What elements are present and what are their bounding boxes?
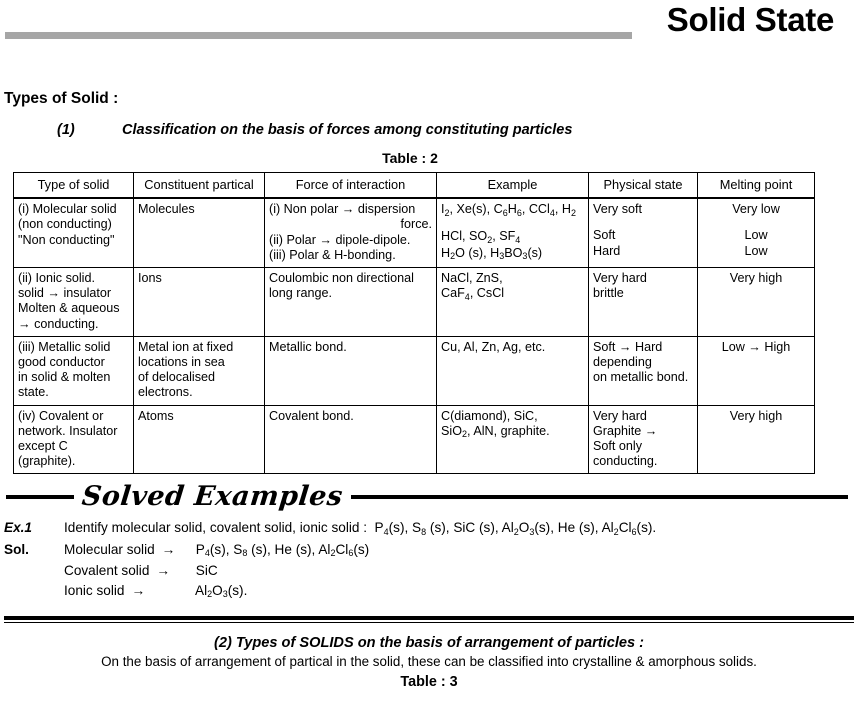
solution-text-2 xyxy=(64,561,858,581)
cell-example xyxy=(437,198,589,267)
cell-example xyxy=(437,405,589,474)
text-line: good conductor xyxy=(18,355,105,370)
text-line: solid → insulator xyxy=(18,286,112,301)
solution-label-text: Molecular solid xyxy=(64,541,155,557)
classification-heading xyxy=(0,122,858,138)
solution-line-1 xyxy=(4,540,858,562)
header-accent-rule xyxy=(5,32,632,39)
text-line: long range. xyxy=(269,286,333,301)
text-line: Ions xyxy=(138,271,162,286)
text-line: (ii) Polar → dipole-dipole. xyxy=(269,232,411,247)
solution-line-2 xyxy=(4,561,858,581)
cell-melting-point xyxy=(698,198,815,267)
text-line: conducting. xyxy=(593,454,658,469)
column-header-example: Example xyxy=(437,173,589,199)
cell-type-of-solid xyxy=(14,405,134,474)
text-line: (ii) Ionic solid. xyxy=(18,271,95,286)
text-line: Very hard xyxy=(593,271,647,286)
cell-type-of-solid xyxy=(14,198,134,267)
text-line: force. xyxy=(400,217,432,232)
formula-line: SiO$_2$, AlN, graphite. xyxy=(441,423,550,440)
cell-physical-state xyxy=(589,268,698,337)
text-line: on metallic bond. xyxy=(593,370,689,385)
formula-line: HCl, $SO_2$, $SF_4$ xyxy=(441,229,521,245)
text-line: Graphite → xyxy=(593,423,658,438)
solution-value: SiC xyxy=(195,563,218,579)
text-line: (i) Non polar → dispersion xyxy=(269,202,416,217)
formula-line: $I_2$, Xe(s), $C_6H_6$, CCl$_4$, $H_2$ xyxy=(441,202,576,218)
solved-examples-label: Solved Examples xyxy=(80,481,345,513)
text-line: network. Insulator xyxy=(18,423,118,438)
text-line: (iii) Metallic solid xyxy=(18,339,111,354)
page-header xyxy=(0,0,858,58)
text-line: Low xyxy=(744,228,768,243)
cell-physical-state xyxy=(589,336,698,405)
spacer xyxy=(702,217,810,228)
text-line: Low → High xyxy=(721,339,791,354)
solution-text-1 xyxy=(64,540,858,562)
text-line: Metallic bond. xyxy=(269,339,347,354)
text-line: (iii) Polar & H-bonding. xyxy=(269,247,396,262)
cell-constituent xyxy=(134,405,265,474)
text-line: → conducting. xyxy=(18,316,99,331)
text-line: brittle xyxy=(593,286,624,301)
arrow-icon: → xyxy=(131,582,146,598)
text-line: Very high xyxy=(729,408,783,423)
text-line: of delocalised xyxy=(138,370,216,385)
text-line: Metal ion at fixed xyxy=(138,339,234,354)
cell-example xyxy=(437,268,589,337)
text-line: Very soft xyxy=(593,202,642,217)
cell-melting-point xyxy=(698,268,815,337)
cell-type-of-solid xyxy=(14,268,134,337)
column-header-melting-point: Melting point xyxy=(698,173,815,199)
text-line: Soft only xyxy=(593,439,643,454)
text-line: in solid & molten xyxy=(18,370,111,385)
arrow-icon: → xyxy=(161,541,176,557)
banner-rule-right xyxy=(351,495,848,499)
cell-force-of-interaction xyxy=(265,198,437,267)
cell-constituent xyxy=(134,336,265,405)
cell-physical-state xyxy=(589,405,698,474)
spacer xyxy=(441,218,584,229)
page-title: Solid State xyxy=(666,1,834,38)
text-line: depending xyxy=(593,355,652,370)
cell-example xyxy=(437,336,589,405)
text-line: Soft xyxy=(593,228,616,243)
text-line: Molten & aqueous xyxy=(18,301,120,316)
text-line: Very low xyxy=(732,202,780,217)
solution-text-3 xyxy=(64,581,858,603)
text-line: Very high xyxy=(729,271,783,286)
formula-line: NaCl, ZnS, xyxy=(441,271,503,286)
cell-force-of-interaction xyxy=(265,405,437,474)
solution-tag: Sol. xyxy=(4,541,29,557)
text-line: Coulombic non directional xyxy=(269,271,414,286)
example-question-text xyxy=(64,518,858,540)
table-2-caption: Table : 2 xyxy=(382,150,438,166)
example-block xyxy=(4,518,858,602)
table-row xyxy=(14,198,815,267)
formula-line: C(diamond), SiC, xyxy=(441,408,538,423)
cell-melting-point xyxy=(698,336,815,405)
text-line: Very hard xyxy=(593,408,647,423)
text-line: (non conducting) xyxy=(18,217,112,232)
text-line: locations in sea xyxy=(138,355,225,370)
text-line: Covalent bond. xyxy=(269,408,354,423)
formula-line: CaF$_4$, CsCl xyxy=(441,286,505,302)
text-line: (iv) Covalent or xyxy=(18,408,104,423)
text-line: state. xyxy=(18,385,49,400)
cell-force-of-interaction xyxy=(265,268,437,337)
spacer xyxy=(593,217,693,228)
table-3-caption: Table : 3 xyxy=(400,674,458,691)
example-question-line xyxy=(4,518,858,540)
cell-type-of-solid xyxy=(14,336,134,405)
table-header-row xyxy=(14,173,815,199)
text-line: Atoms xyxy=(138,408,174,423)
column-header-physical-state: Physical state xyxy=(589,173,698,199)
solution-line-3 xyxy=(4,581,858,603)
column-header-type-of-solid: Type of solid xyxy=(14,173,134,199)
column-header-constituent-partical: Constituent partical xyxy=(134,173,265,199)
question-prefix: Identify molecular solid, covalent solid, ionic solid : xyxy=(64,520,367,536)
text-line: Low xyxy=(744,243,768,258)
classification-number: (1) xyxy=(57,122,75,138)
cell-constituent xyxy=(134,198,265,267)
arrow-icon: → xyxy=(156,563,170,579)
solution-value: $Al_2O_3(s)$. xyxy=(195,582,248,600)
classification-title: Classification on the basis of forces among constituting particles xyxy=(122,122,573,138)
text-line: (graphite). xyxy=(18,454,76,469)
text-line: electrons. xyxy=(138,385,193,400)
text-line: "Non conducting" xyxy=(18,232,115,247)
cell-physical-state xyxy=(589,198,698,267)
table-row xyxy=(14,336,815,405)
formula-line: Cu, Al, Zn, Ag, etc. xyxy=(441,339,546,354)
bottom-section-subtitle: On the basis of arrangement of partical in the solid, these can be classified into crystalline & amorphous solids. xyxy=(101,654,757,670)
solution-label-text: Covalent solid xyxy=(64,563,150,579)
cell-force-of-interaction xyxy=(265,336,437,405)
text-line: (i) Molecular solid xyxy=(18,202,117,217)
table-row xyxy=(14,268,815,337)
bottom-section-title: (2) Types of SOLIDS on the basis of arrangement of particles : xyxy=(213,635,645,652)
solution-value: $P_4(s)$, $S_8$ (s), He (s), $Al_2Cl_6(s)$ xyxy=(195,541,370,559)
text-line: Molecules xyxy=(138,202,195,217)
text-line: Hard xyxy=(593,243,621,258)
table-row xyxy=(14,405,815,474)
text-line: Soft → Hard xyxy=(593,339,663,354)
types-of-solid-heading: Types of Solid : xyxy=(4,90,119,107)
example-tag: Ex.1 xyxy=(4,520,32,536)
solution-label xyxy=(64,581,192,601)
question-formulas: $P_4(s)$, $S_8$ (s), SiC (s), $Al_2O_3(s)$, He (s), $Al_2Cl_6(s)$. xyxy=(370,520,657,537)
text-line: except C xyxy=(18,439,68,454)
solution-label xyxy=(64,540,192,560)
banner-rule-left xyxy=(6,495,74,499)
solved-examples-banner xyxy=(0,481,858,512)
cell-constituent xyxy=(134,268,265,337)
formula-line: $H_2O$ (s), $H_3BO_3(s)$ xyxy=(441,245,543,262)
solids-classification-table xyxy=(13,172,815,474)
section-divider xyxy=(4,616,854,623)
column-header-force-of-interaction: Force of interaction xyxy=(265,173,437,199)
solution-label-text: Ionic solid xyxy=(64,582,125,598)
solution-label xyxy=(64,561,192,581)
cell-melting-point xyxy=(698,405,815,474)
